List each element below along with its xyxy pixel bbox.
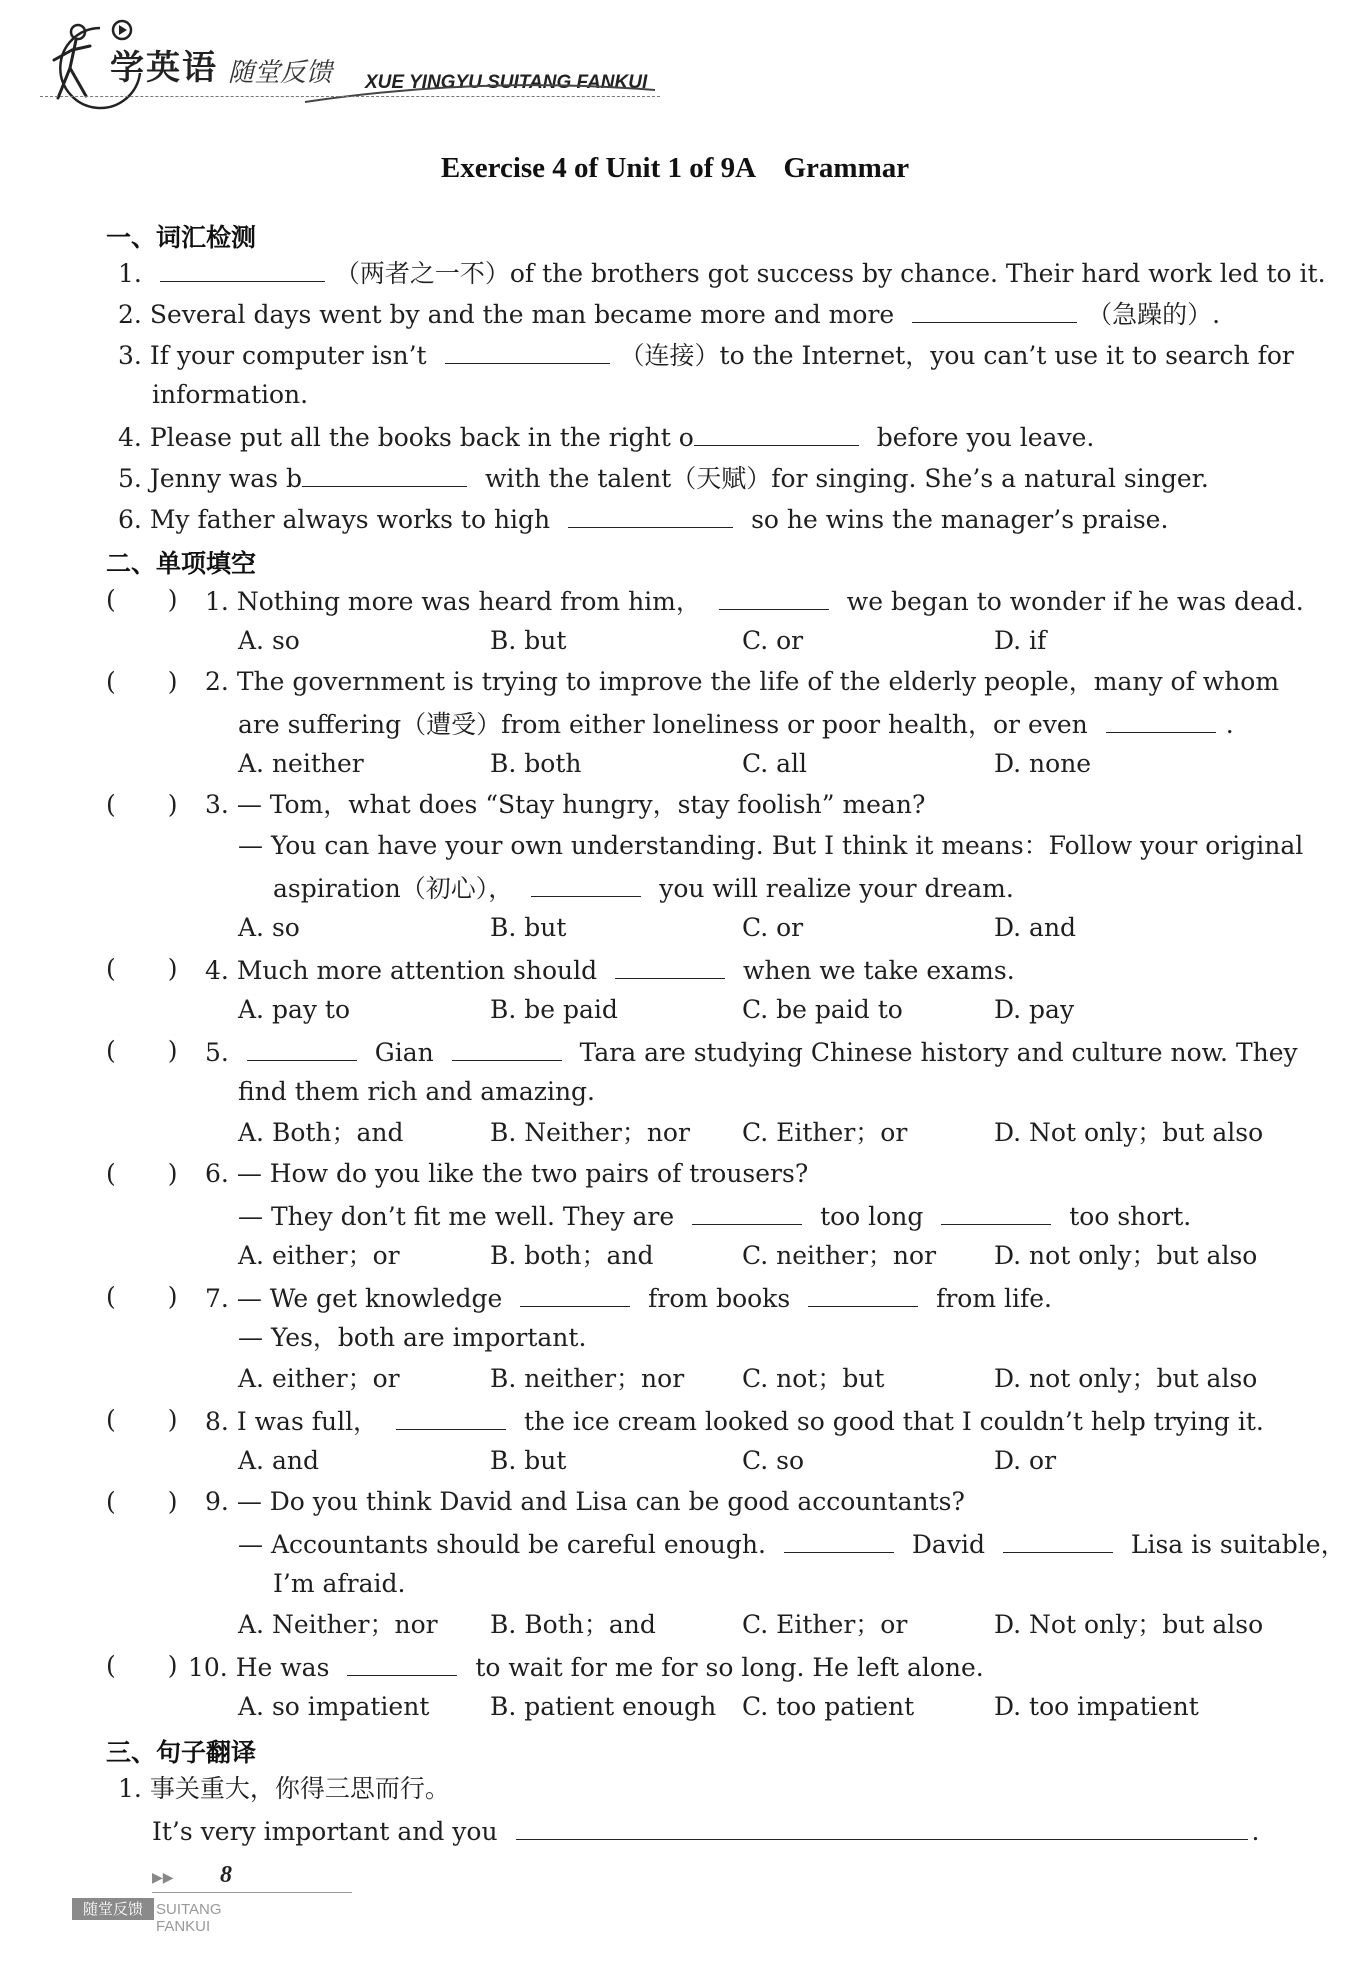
option-b[interactable]: B. but bbox=[490, 913, 567, 942]
answer-blank[interactable] bbox=[784, 1528, 894, 1553]
option-d[interactable]: D. if bbox=[994, 626, 1047, 655]
item-text: My father always works to high bbox=[149, 505, 551, 534]
option-b[interactable]: B. patient enough bbox=[490, 1692, 717, 1721]
page-number: 8 bbox=[220, 1862, 232, 1888]
item-text: Several days went by and the man became more and more bbox=[149, 300, 895, 329]
option-b[interactable]: B. but bbox=[490, 626, 567, 655]
punctuation: . bbox=[1251, 1817, 1260, 1846]
item-text: （两者之一不）of the brothers got success by chance. Their hard work led to it. bbox=[334, 259, 1326, 288]
vocab-item-2 bbox=[118, 298, 1220, 330]
option-b[interactable]: B. neither；nor bbox=[490, 1364, 685, 1393]
section-heading-multiple-choice: 二、单项填空 bbox=[106, 549, 257, 578]
answer-blank[interactable] bbox=[694, 421, 859, 446]
question-8 bbox=[205, 1405, 1264, 1437]
item-text: with the talent（天赋）for singing. She’s a natural singer. bbox=[484, 464, 1209, 493]
question-3 bbox=[205, 790, 925, 820]
option-a[interactable]: A. so impatient bbox=[238, 1692, 430, 1721]
section-heading-translation: 三、句子翻译 bbox=[106, 1738, 257, 1767]
item-text: Jenny was b bbox=[149, 464, 302, 493]
question-text: too long bbox=[820, 1202, 924, 1231]
question-text: The government is trying to improve the life of the elderly people，many of whom bbox=[236, 667, 1280, 696]
item-number: 4. bbox=[118, 423, 142, 452]
option-a[interactable]: A. either；or bbox=[238, 1364, 400, 1393]
option-a[interactable]: A. pay to bbox=[238, 995, 351, 1024]
answer-blank[interactable] bbox=[615, 954, 725, 979]
item-number: 6. bbox=[118, 505, 142, 534]
question-text: Nothing more was heard from him， bbox=[236, 587, 701, 616]
option-d[interactable]: D. and bbox=[994, 913, 1077, 942]
option-a[interactable]: A. either；or bbox=[238, 1241, 400, 1270]
option-c[interactable]: C. or bbox=[742, 626, 804, 655]
option-d[interactable]: D. or bbox=[994, 1446, 1057, 1475]
logo-title: 学英语 bbox=[110, 48, 218, 88]
question-text: — Do you think David and Lisa can be good accountants? bbox=[236, 1487, 965, 1516]
option-d[interactable]: D. Not only；but also bbox=[994, 1118, 1264, 1147]
option-d[interactable]: D. none bbox=[994, 749, 1092, 778]
answer-blank[interactable] bbox=[692, 1200, 802, 1225]
question-text: to wait for me for so long. He left alone. bbox=[475, 1653, 984, 1682]
option-c[interactable]: C. neither；nor bbox=[742, 1241, 937, 1270]
question-7 bbox=[205, 1282, 1052, 1314]
question-number: 9. bbox=[205, 1487, 229, 1516]
question-number: 2. bbox=[205, 667, 229, 696]
swoosh-decoration-icon bbox=[300, 80, 660, 110]
vocab-item-6 bbox=[118, 503, 1168, 535]
answer-paren[interactable]: ( ) bbox=[106, 1405, 178, 1434]
answer-paren[interactable]: ( ) bbox=[106, 585, 178, 614]
answer-blank[interactable] bbox=[452, 1036, 562, 1061]
question-text: too short. bbox=[1069, 1202, 1192, 1231]
question-text: we began to wonder if he was dead. bbox=[846, 587, 1304, 616]
option-c[interactable]: C. not；but bbox=[742, 1364, 885, 1393]
question-6 bbox=[205, 1159, 808, 1189]
question-5 bbox=[205, 1036, 1298, 1068]
question-text: from life. bbox=[936, 1284, 1052, 1313]
translation-blank[interactable] bbox=[516, 1815, 1248, 1840]
option-a[interactable]: A. so bbox=[238, 913, 300, 942]
question-text: Gian bbox=[374, 1038, 434, 1067]
question-number: 10. bbox=[188, 1653, 228, 1682]
question-number: 6. bbox=[205, 1159, 229, 1188]
answer-paren[interactable]: ( ) bbox=[106, 1036, 178, 1065]
option-b[interactable]: B. Neither；nor bbox=[490, 1118, 690, 1147]
question-number: 8. bbox=[205, 1407, 229, 1436]
question-text: you will realize your dream. bbox=[659, 874, 1014, 903]
item-text: so he wins the manager’s praise. bbox=[751, 505, 1169, 534]
question-text: Tara are studying Chinese history and culture now. They bbox=[579, 1038, 1298, 1067]
question-6-line-2 bbox=[238, 1200, 1191, 1232]
question-text: — We get knowledge bbox=[236, 1284, 503, 1313]
arrow-icon: ▶▶ bbox=[152, 1870, 174, 1886]
option-b[interactable]: B. both bbox=[490, 749, 582, 778]
option-c[interactable]: C. too patient bbox=[742, 1692, 915, 1721]
answer-blank[interactable] bbox=[520, 1282, 630, 1307]
option-a[interactable]: A. so bbox=[238, 626, 300, 655]
option-c[interactable]: C. be paid to bbox=[742, 995, 903, 1024]
question-3-line-2: — You can have your own understanding. But I think it means：Follow your original bbox=[238, 831, 1304, 860]
item-text: If your computer isn’t bbox=[149, 341, 427, 370]
answer-paren[interactable]: ( ) bbox=[106, 954, 178, 983]
vocab-item-5 bbox=[118, 462, 1209, 494]
question-text: Lisa is suitable， bbox=[1130, 1530, 1346, 1559]
answer-blank[interactable] bbox=[941, 1200, 1051, 1225]
answer-paren[interactable]: ( ) bbox=[106, 1282, 178, 1311]
question-text: — How do you like the two pairs of trousers? bbox=[236, 1159, 809, 1188]
option-b[interactable]: B. but bbox=[490, 1446, 567, 1475]
option-d[interactable]: D. not only；but also bbox=[994, 1364, 1258, 1393]
question-number: 7. bbox=[205, 1284, 229, 1313]
section-heading-vocabulary: 一、词汇检测 bbox=[106, 223, 257, 252]
question-text: when we take exams. bbox=[743, 956, 1015, 985]
punctuation: . bbox=[1225, 710, 1234, 739]
option-b[interactable]: B. both；and bbox=[490, 1241, 654, 1270]
answer-paren[interactable]: ( ) bbox=[106, 1487, 178, 1516]
vocab-item-3 bbox=[118, 339, 1294, 371]
footer-divider bbox=[152, 1892, 352, 1893]
answer-paren[interactable]: ( ) bbox=[106, 790, 178, 819]
answer-blank[interactable] bbox=[396, 1405, 506, 1430]
question-7-line-2: — Yes，both are important. bbox=[238, 1323, 587, 1352]
option-c[interactable]: C. all bbox=[742, 749, 808, 778]
answer-blank[interactable] bbox=[719, 585, 829, 610]
option-a[interactable]: A. Neither；nor bbox=[238, 1610, 438, 1639]
answer-blank[interactable] bbox=[1003, 1528, 1113, 1553]
option-d[interactable]: D. not only；but also bbox=[994, 1241, 1258, 1270]
footer-pinyin: SUITANG FANKUI bbox=[156, 1901, 222, 1935]
answer-blank[interactable] bbox=[912, 298, 1077, 323]
item-text: （连接）to the Internet，you can’t use it to search for bbox=[619, 341, 1294, 370]
question-text: aspiration（初心）， bbox=[273, 874, 514, 903]
question-4 bbox=[205, 954, 1015, 986]
question-text: the ice cream looked so good that I couldn’t help trying it. bbox=[523, 1407, 1264, 1436]
chinese-sentence: 事关重大，你得三思而行。 bbox=[149, 1774, 450, 1803]
question-number: 1. bbox=[205, 587, 229, 616]
option-c[interactable]: C. so bbox=[742, 1446, 805, 1475]
item-text: before you leave. bbox=[876, 423, 1095, 452]
answer-blank[interactable] bbox=[568, 503, 733, 528]
answer-blank[interactable] bbox=[160, 257, 325, 282]
answer-paren[interactable]: ( ) bbox=[106, 1651, 178, 1680]
logo-subtitle: 随堂反馈 bbox=[228, 58, 333, 88]
item-number: 1. bbox=[118, 1774, 142, 1803]
option-d[interactable]: D. pay bbox=[994, 995, 1075, 1024]
english-prompt: It’s very important and you bbox=[152, 1817, 498, 1846]
answer-blank[interactable] bbox=[302, 462, 467, 487]
item-number: 1. bbox=[118, 259, 142, 288]
answer-blank[interactable] bbox=[1106, 708, 1216, 733]
translation-item-1 bbox=[118, 1774, 450, 1804]
answer-paren[interactable]: ( ) bbox=[106, 667, 178, 696]
header-divider bbox=[40, 96, 660, 97]
option-a[interactable]: A. and bbox=[238, 1446, 319, 1475]
option-b[interactable]: B. Both；and bbox=[490, 1610, 656, 1639]
question-5-line-2: find them rich and amazing. bbox=[238, 1077, 596, 1106]
item-text: Please put all the books back in the right o bbox=[149, 423, 694, 452]
option-d[interactable]: D. Not only；but also bbox=[994, 1610, 1264, 1639]
question-3-line-3 bbox=[273, 872, 1014, 904]
page-title: Exercise 4 of Unit 1 of 9A Grammar bbox=[440, 152, 910, 184]
option-c[interactable]: C. Either；or bbox=[742, 1610, 908, 1639]
answer-blank[interactable] bbox=[247, 1036, 357, 1061]
question-number: 4. bbox=[205, 956, 229, 985]
question-text: are suffering（遭受）from either loneliness or poor health，or even bbox=[238, 710, 1088, 739]
question-text: I was full， bbox=[236, 1407, 379, 1436]
item-number: 5. bbox=[118, 464, 142, 493]
vocab-item-3-cont: information. bbox=[152, 380, 309, 409]
question-9 bbox=[205, 1487, 965, 1517]
answer-blank[interactable] bbox=[445, 339, 610, 364]
question-2 bbox=[205, 667, 1279, 697]
option-b[interactable]: B. be paid bbox=[490, 995, 618, 1024]
question-text: — They don’t fit me well. They are bbox=[238, 1202, 675, 1231]
question-number: 5. bbox=[205, 1038, 229, 1067]
question-text: He was bbox=[235, 1653, 330, 1682]
answer-paren[interactable]: ( ) bbox=[106, 1159, 178, 1188]
question-2-line-2 bbox=[238, 708, 1234, 740]
option-a[interactable]: A. neither bbox=[238, 749, 364, 778]
item-number: 2. bbox=[118, 300, 142, 329]
answer-blank[interactable] bbox=[531, 872, 641, 897]
question-number: 3. bbox=[205, 790, 229, 819]
translation-item-1-english bbox=[152, 1815, 1259, 1847]
question-9-line-3: I’m afraid. bbox=[273, 1569, 406, 1598]
question-text: David bbox=[911, 1530, 985, 1559]
item-text: （急躁的）. bbox=[1087, 300, 1221, 329]
footer-label: 随堂反馈 bbox=[72, 1898, 154, 1920]
option-a[interactable]: A. Both；and bbox=[238, 1118, 404, 1147]
option-c[interactable]: C. or bbox=[742, 913, 804, 942]
answer-blank[interactable] bbox=[808, 1282, 918, 1307]
question-text: from books bbox=[648, 1284, 791, 1313]
answer-blank[interactable] bbox=[347, 1651, 457, 1676]
vocab-item-4 bbox=[118, 421, 1094, 453]
logo-pinyin: XUE YINGYU SUITANG FANKUI bbox=[365, 72, 648, 93]
question-10 bbox=[188, 1651, 984, 1683]
option-c[interactable]: C. Either；or bbox=[742, 1118, 908, 1147]
option-d[interactable]: D. too impatient bbox=[994, 1692, 1199, 1721]
item-number: 3. bbox=[118, 341, 142, 370]
question-1 bbox=[205, 585, 1304, 617]
question-9-line-2 bbox=[238, 1528, 1346, 1560]
vocab-item-1 bbox=[118, 257, 1326, 289]
question-text: Much more attention should bbox=[236, 956, 598, 985]
question-text: — Tom，what does “Stay hungry，stay foolish” mean? bbox=[236, 790, 926, 819]
question-text: — Accountants should be careful enough. bbox=[238, 1530, 766, 1559]
